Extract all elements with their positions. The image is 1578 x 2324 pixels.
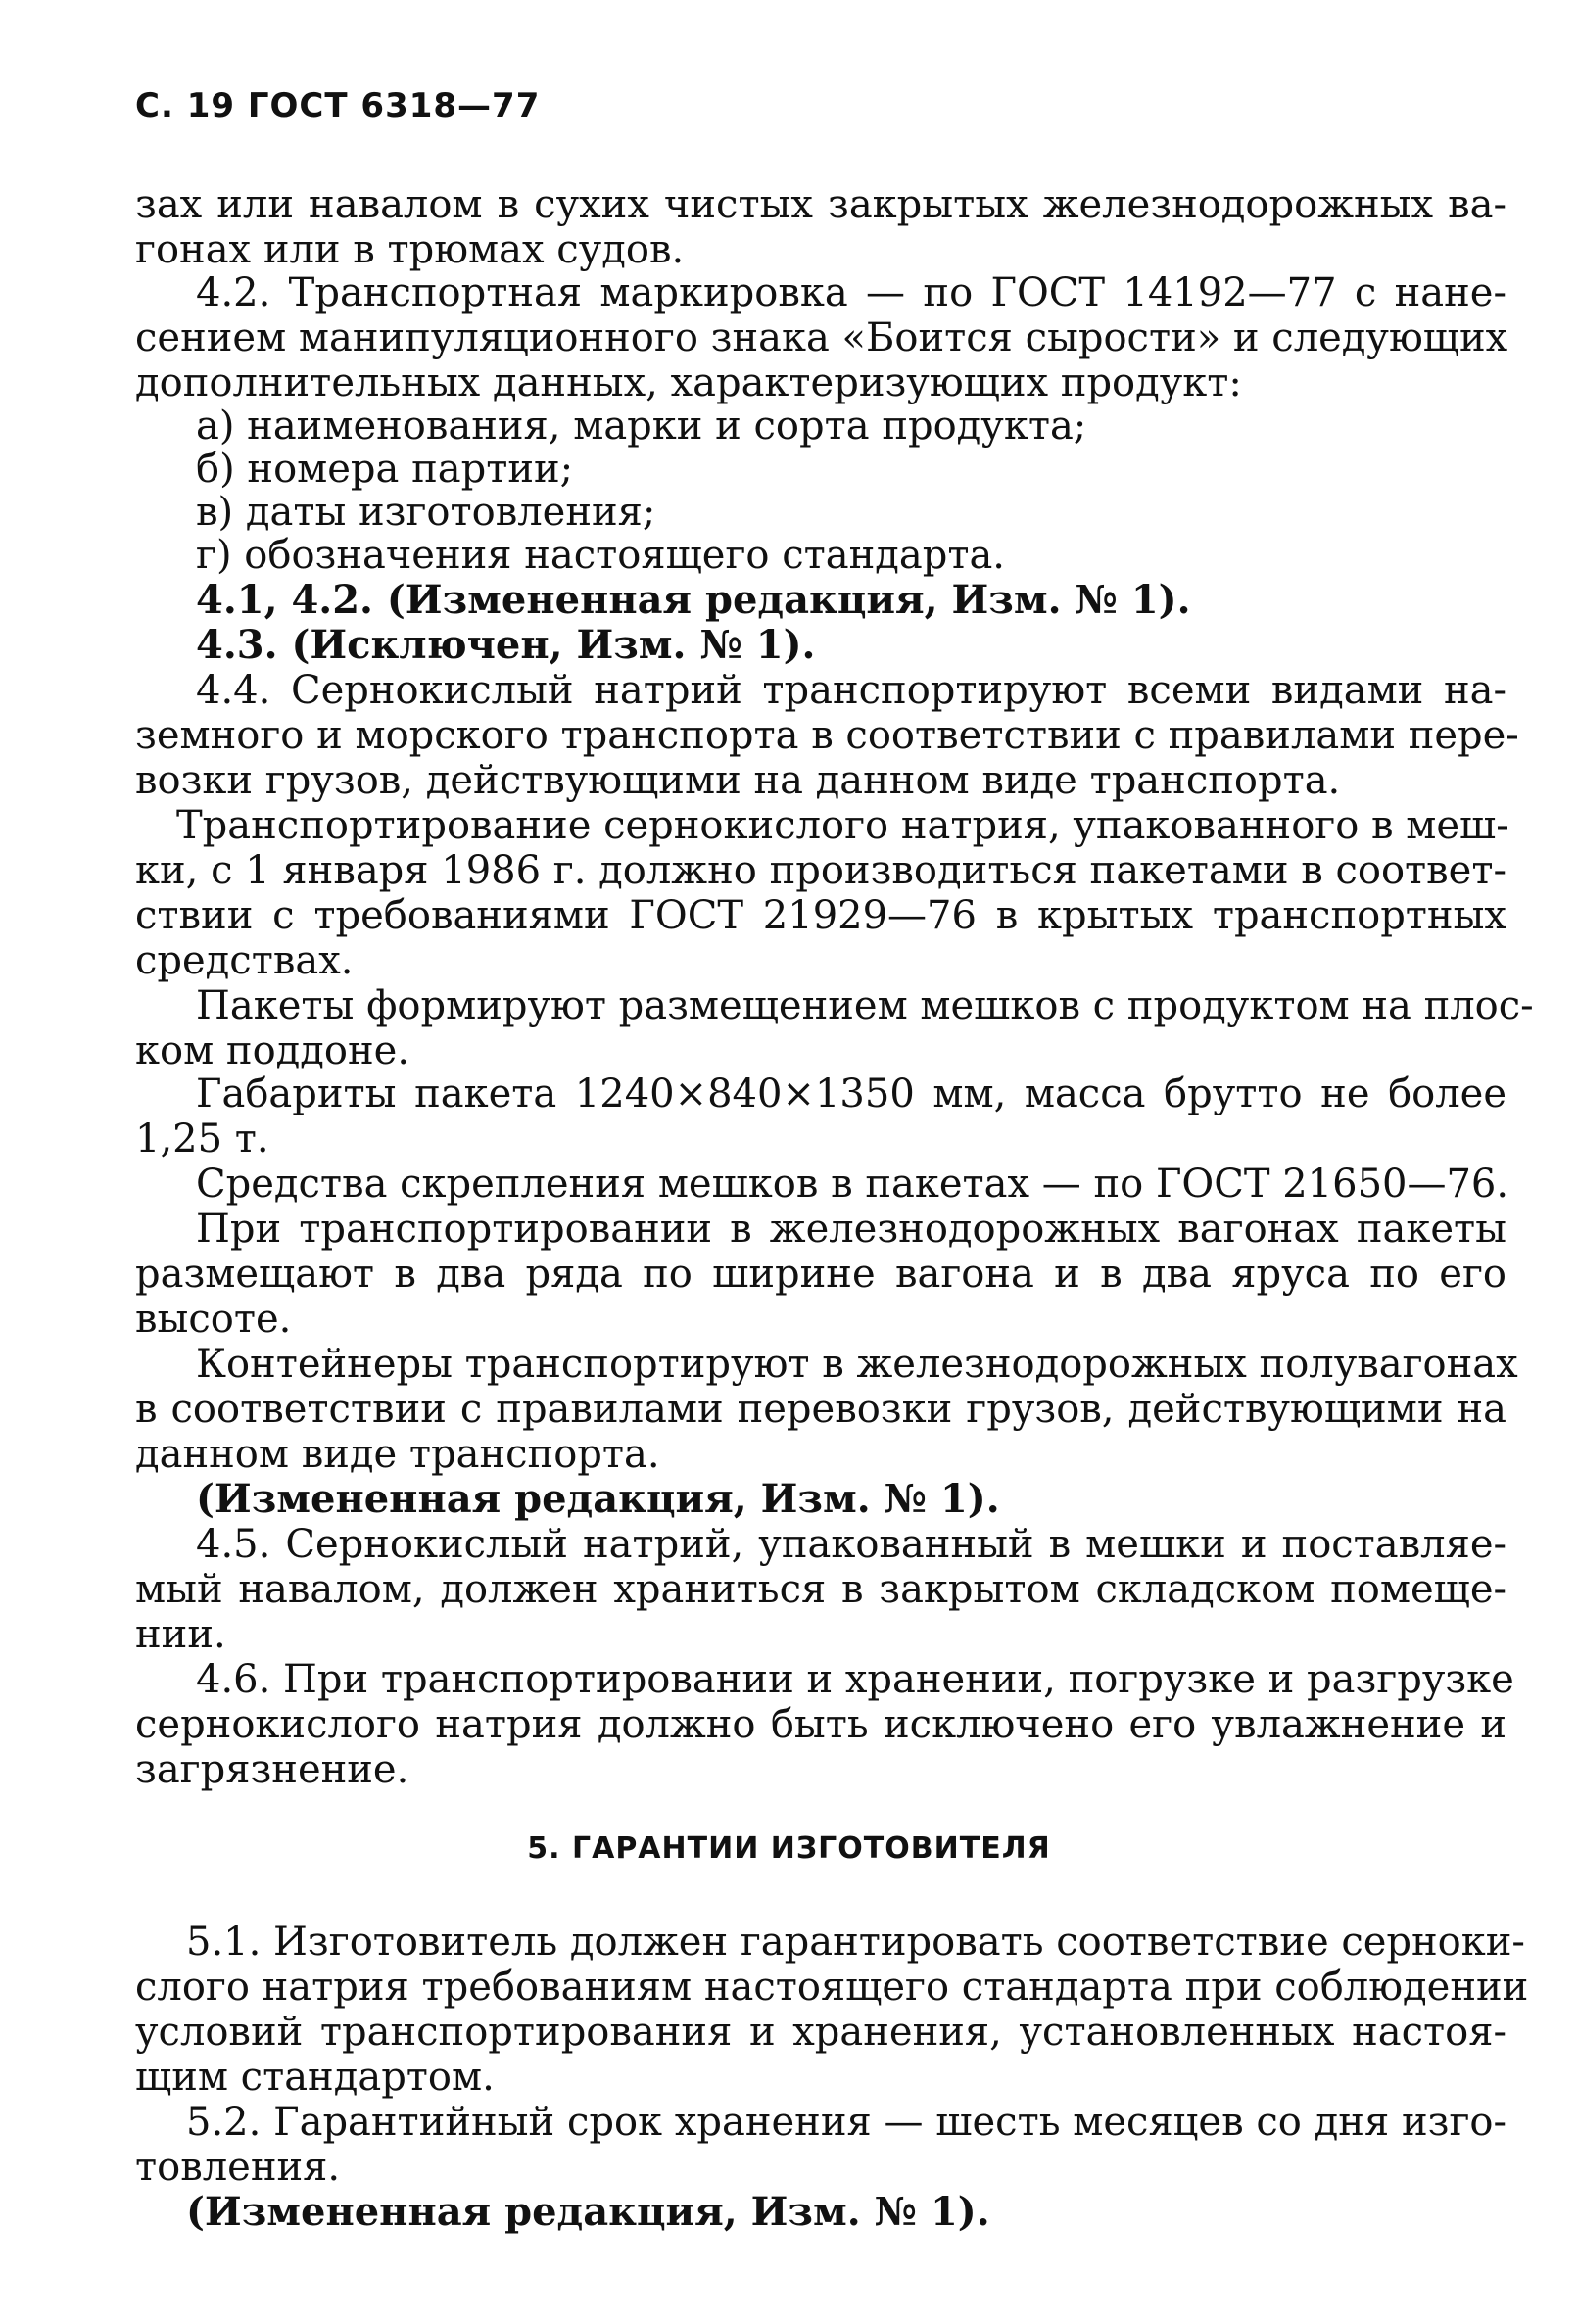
text-line: Габариты пакета 1240×840×1350 мм, масса брутто не более xyxy=(196,1071,1506,1116)
list-item: в) даты изготовления; xyxy=(196,490,656,535)
list-item: г) обозначения настоящего стандарта. xyxy=(196,533,1006,578)
text-line: 4.4. Сернокислый натрий транспортируют всеми видами на- xyxy=(196,668,1506,713)
text-line: высоте. xyxy=(135,1297,292,1342)
list-item: а) наименования, марки и сорта продукта; xyxy=(196,403,1087,449)
text-line: 4.2. Транспортная маркировка — по ГОСТ 14192—77 с нане- xyxy=(196,270,1506,315)
text-line: возки грузов, действующими на данном виде транспорта. xyxy=(135,758,1341,803)
text-line: товления. xyxy=(135,2145,341,2190)
text-line: 1,25 т. xyxy=(135,1116,269,1162)
text-line: дополнительных данных, характеризующих продукт: xyxy=(135,360,1242,405)
amendment-note: (Измененная редакция, Изм. № 1). xyxy=(186,2189,990,2235)
list-item: б) номера партии; xyxy=(196,447,574,492)
text-line: нии. xyxy=(135,1612,226,1657)
text-line: гонах или в трюмах судов. xyxy=(135,227,685,272)
text-line: 4.5. Сернокислый натрий, упакованный в мешки и поставляе- xyxy=(196,1522,1506,1567)
text-line: данном виде транспорта. xyxy=(135,1432,660,1477)
text-line: При транспортировании в железнодорожных вагонах пакеты xyxy=(196,1207,1506,1252)
text-line: ствии с требованиями ГОСТ 21929—76 в крытых транспортных xyxy=(135,893,1506,938)
text-line: зах или навалом в сухих чистых закрытых железнодорожных ва- xyxy=(135,182,1506,227)
amendment-note: (Измененная редакция, Изм. № 1). xyxy=(196,1476,1000,1522)
text-line: мый навалом, должен храниться в закрытом складском помеще- xyxy=(135,1567,1506,1612)
text-line: Транспортирование сернокислого натрия, упакованного в меш- xyxy=(176,803,1509,848)
text-line: Контейнеры транспортируют в железнодорожных полувагонах xyxy=(196,1342,1518,1387)
amendment-note: 4.1, 4.2. (Измененная редакция, Изм. № 1). xyxy=(196,577,1191,623)
text-line: ком поддоне. xyxy=(135,1028,410,1073)
section-title: 5. ГАРАНТИИ ИЗГОТОВИТЕЛЯ xyxy=(527,1831,1051,1866)
text-line: слого натрия требованиям настоящего стандарта при соблюдении xyxy=(135,1965,1529,2010)
text-line: в соответствии с правилами перевозки грузов, действующими на xyxy=(135,1387,1506,1432)
text-line: загрязнение. xyxy=(135,1747,409,1792)
amendment-note: 4.3. (Исключен, Изм. № 1). xyxy=(196,622,816,668)
text-line: 4.6. При транспортировании и хранении, погрузке и разгрузке xyxy=(196,1657,1514,1702)
text-line: Средства скрепления мешков в пакетах — по ГОСТ 21650—76. xyxy=(196,1162,1509,1207)
text-line: Пакеты формируют размещением мешков с продуктом на плос- xyxy=(196,983,1534,1028)
text-line: размещают в два ряда по ширине вагона и в два яруса по его xyxy=(135,1252,1506,1297)
page-header: С. 19 ГОСТ 6318—77 xyxy=(135,86,541,125)
text-line: земного и морского транспорта в соответствии с правилами пере- xyxy=(135,713,1519,758)
text-line: 5.2. Гарантийный срок хранения — шесть месяцев со дня изго- xyxy=(186,2100,1506,2145)
text-line: щим стандартом. xyxy=(135,2055,495,2100)
text-line: ки, с 1 января 1986 г. должно производиться пакетами в соответ- xyxy=(135,848,1506,893)
text-line: 5.1. Изготовитель должен гарантировать соответствие серноки- xyxy=(186,1920,1525,1965)
text-line: условий транспортирования и хранения, установленных настоя- xyxy=(135,2010,1506,2055)
text-line: сением манипуляционного знака «Боится сырости» и следующих xyxy=(135,315,1508,360)
text-line: средствах. xyxy=(135,938,354,983)
text-line: сернокислого натрия должно быть исключено его увлажнение и xyxy=(135,1702,1506,1747)
